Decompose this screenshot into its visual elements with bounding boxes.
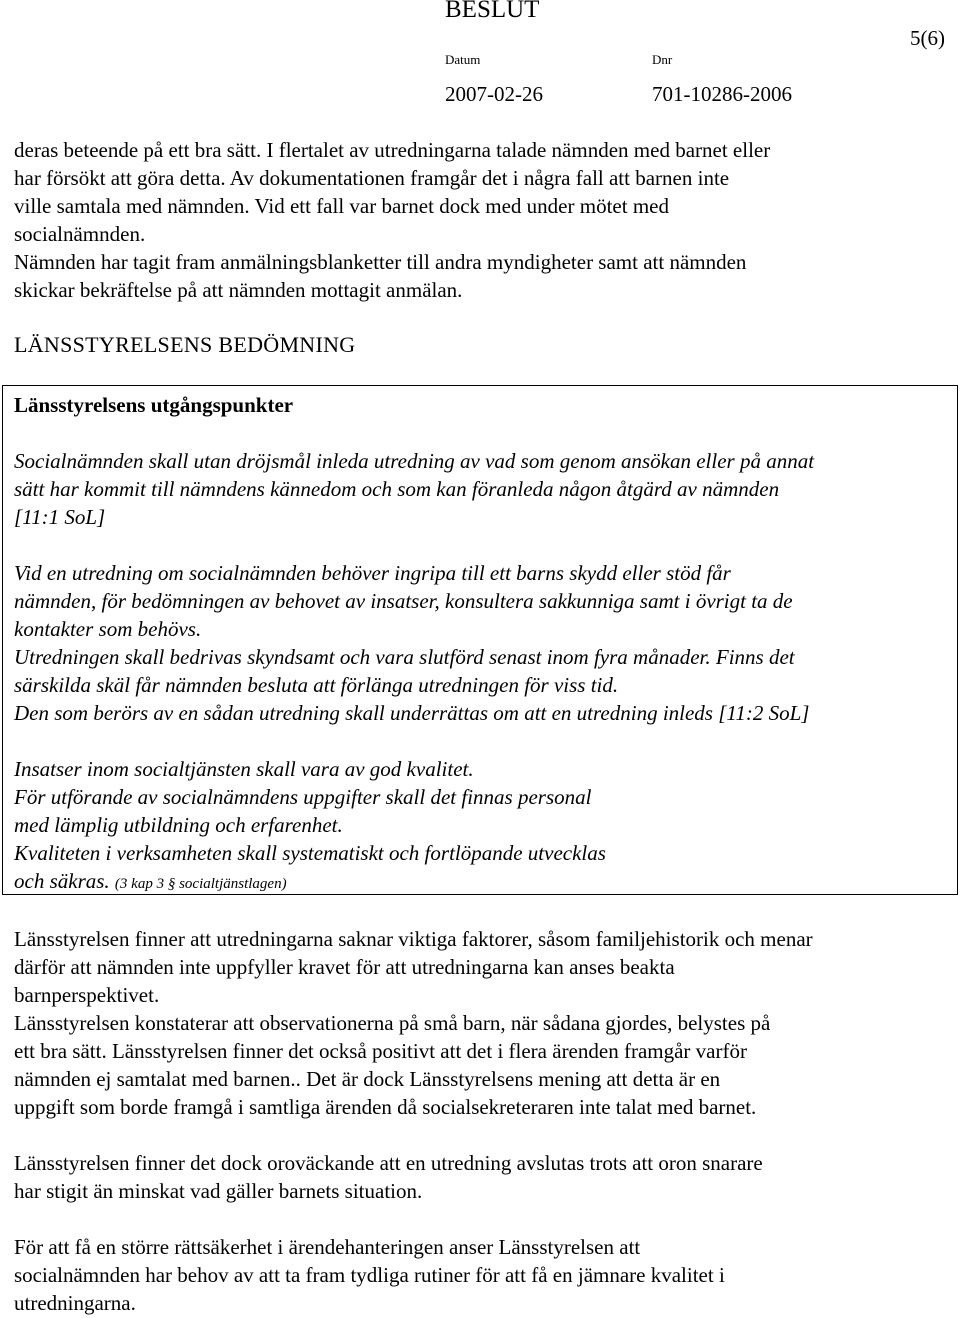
box-heading: Länsstyrelsens utgångspunkter	[14, 393, 294, 417]
assessment-line: Länsstyrelsen konstaterar att observationerna på små barn, när sådana gjordes, belystes på	[14, 1011, 771, 1035]
box-line: särskilda skäl får nämnden besluta att förlänga utredningen för viss tid.	[14, 673, 619, 697]
box-line: Den som berörs av en sådan utredning skall underrättas om att en utredning inleds [11:2 SoL]	[14, 701, 810, 725]
assessment-line: För att få en större rättsäkerhet i ärendehanteringen anser Länsstyrelsen att	[14, 1235, 641, 1259]
assessment-line: barnperspektivet.	[14, 983, 160, 1007]
box-line-last	[14, 869, 287, 894]
box-line: kontakter som behövs.	[14, 617, 202, 641]
assessment-line: därför att nämnden inte uppfyller kravet för att utredningarna kan anses beakta	[14, 955, 675, 979]
box-line: Vid en utredning om socialnämnden behöver ingripa till ett barns skydd eller stöd får	[14, 561, 731, 585]
document-type: BESLUT	[445, 0, 540, 23]
assessment-line: ett bra sätt. Länsstyrelsen finner det också positivt att det i flera ärenden framgår varför	[14, 1039, 747, 1063]
box-line: med lämplig utbildning och erfarenhet.	[14, 813, 343, 837]
section-heading: LÄNSSTYRELSENS BEDÖMNING	[14, 332, 356, 357]
box-line: [11:1 SoL]	[14, 505, 106, 529]
assessment-line: Länsstyrelsen finner att utredningarna saknar viktiga faktorer, såsom familjehistorik och menar	[14, 927, 813, 951]
intro-line: har försökt att göra detta. Av dokumentationen framgår det i några fall att barnen inte	[14, 166, 730, 190]
box-line: Insatser inom socialtjänsten skall vara av god kvalitet.	[14, 757, 474, 781]
reg-number-label: Dnr	[652, 52, 673, 67]
intro-line: ville samtala med nämnden. Vid ett fall var barnet dock med under mötet med	[14, 194, 669, 218]
date-value: 2007-02-26	[445, 82, 543, 106]
page-number: 5(6)	[910, 26, 945, 50]
assessment-line: nämnden ej samtalat med barnen.. Det är dock Länsstyrelsens mening att detta är en	[14, 1067, 721, 1091]
box-line: Utredningen skall bedrivas skyndsamt och vara slutförd senast inom fyra månader. Finns det	[14, 645, 795, 669]
assessment-line: Länsstyrelsen finner det dock oroväckande att en utredning avslutas trots att oron snarare	[14, 1151, 763, 1175]
box-line: nämnden, för bedömningen av behovet av insatser, konsultera sakkunniga samt i övrigt ta de	[14, 589, 793, 613]
assessment-line: socialnämnden har behov av att ta fram tydliga rutiner för att få en jämnare kvalitet i	[14, 1263, 725, 1287]
intro-line: Nämnden har tagit fram anmälningsblanketter till andra myndigheter samt att nämnden	[14, 250, 747, 274]
intro-line: skickar bekräftelse på att nämnden mottagit anmälan.	[14, 278, 463, 302]
law-citation: (3 kap 3 § socialtjänstlagen)	[114, 876, 287, 892]
box-line: sätt har kommit till nämndens kännedom och som kan föranleda någon åtgärd av nämnden	[14, 477, 780, 501]
reg-number-value: 701-10286-2006	[652, 82, 792, 106]
date-label: Datum	[445, 52, 481, 67]
assessment-line: har stigit än minskat vad gäller barnets situation.	[14, 1179, 423, 1203]
intro-line: socialnämnden.	[14, 222, 146, 246]
box-line: För utförande av socialnämndens uppgifter skall det finnas personal	[14, 785, 592, 809]
box-line: Socialnämnden skall utan dröjsmål inleda utredning av vad som genom ansökan eller på annat	[14, 449, 815, 473]
intro-line: deras beteende på ett bra sätt. I flertalet av utredningarna talade nämnden med barnet eller	[14, 138, 771, 162]
assessment-line: uppgift som borde framgå i samtliga ärenden då socialsekreteraren inte talat med barnet.	[14, 1095, 757, 1119]
box-line: Kvaliteten i verksamheten skall systematiskt och fortlöpande utvecklas	[14, 841, 606, 865]
box-line-text: och säkras.	[14, 869, 110, 893]
assessment-line: utredningarna.	[14, 1291, 136, 1315]
